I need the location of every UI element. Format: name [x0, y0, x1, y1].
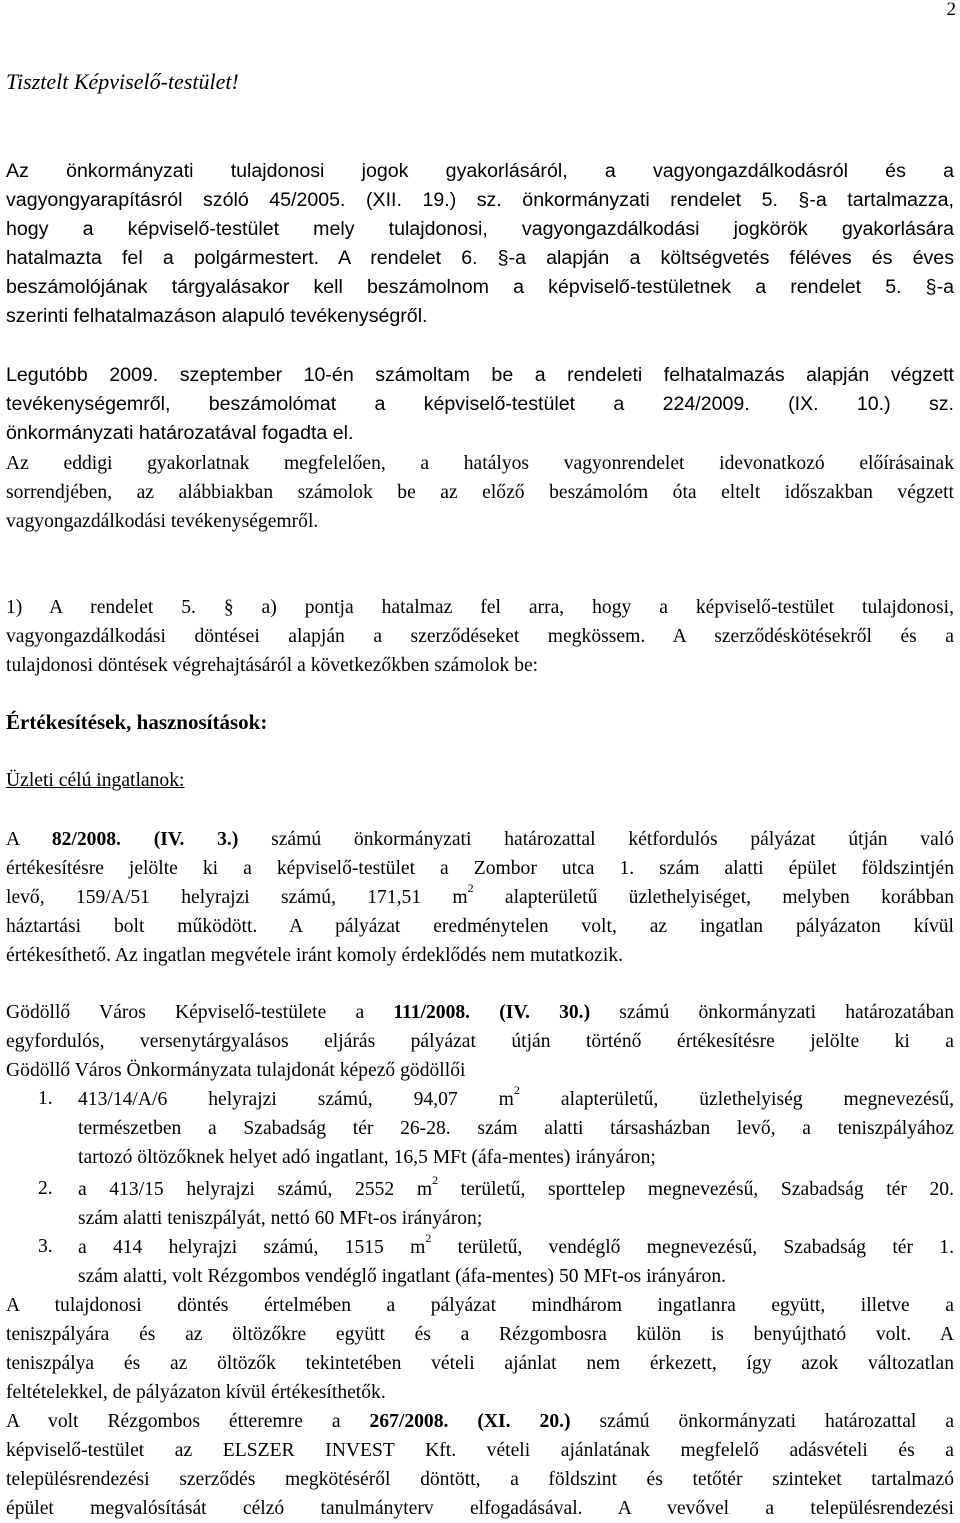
text-line: a 413/15 helyrajzi számú, 2552 $m^2$ területű, sporttelep megnevezésű, Szabadság tér 20. — [78, 1173, 954, 1200]
text-line: hatalmazta fel a polgármestert. A rendelet 6. §-a alapján a költségvetés féléves és éves — [6, 247, 954, 269]
section-title: Értékesítések, hasznosítások: — [6, 710, 268, 734]
list-number: 3. — [38, 1236, 53, 1257]
text-line: teniszpálya és az öltözők tekintetében vételi ajánlat nem érkezett, így azok változatlan — [6, 1353, 954, 1374]
text-line: feltételekkel, de pályázaton kívül értékesíthetők. — [6, 1382, 386, 1403]
practice-paragraph — [6, 449, 954, 536]
text-line: háztartási bolt működött. A pályázat eredménytelen volt, az ingatlan pályázaton kívül — [6, 916, 954, 937]
text-line: A volt Rézgombos étteremre a 267/2008. (XI. 20.) számú önkormányzati határozattal a — [6, 1411, 955, 1432]
text-line: szerinti felhatalmazáson alapuló tevékenységről. — [6, 305, 428, 327]
zombor-paragraph — [6, 825, 954, 970]
text-line: értékesíthető. Az ingatlan megvétele iránt komoly érdeklődés nem mutatkozik. — [6, 945, 624, 966]
page-greeting: Tisztelt Képviselő-testület! — [6, 69, 239, 94]
text-line: településrendezési szerződés megkötéséről döntött, a földszint és tetőtér szinteket tartalmazó — [6, 1469, 954, 1490]
resolution-number: 111/2008. (IV. 30.) — [393, 1002, 591, 1023]
resolution-number: 82/2008. (IV. 3.) — [51, 829, 239, 850]
decision-paragraph — [6, 1291, 954, 1407]
text-line: Az önkormányzati tulajdonosi jogok gyakorlásáról, a vagyongazdálkodásról és a — [6, 160, 954, 182]
text-line: vagyongyarapításról szóló 45/2005. (XII. 19.) sz. önkormányzati rendelet 5. §-a tartalmazza, — [6, 189, 954, 211]
subsection-title: Üzleti célú ingatlanok: — [6, 770, 185, 791]
text-line: 413/14/A/6 helyrajzi számú, 94,07 $m^2$ alapterületű, üzlethelyiség megnevezésű, — [78, 1083, 954, 1110]
text-line: sorrendjében, az alábbiakban számolok be az előző beszámolóm óta eltelt időszakban végzett — [6, 482, 954, 503]
page-number: 2 — [946, 0, 956, 20]
last-report-paragraph — [6, 361, 954, 448]
text-line: vagyongazdálkodási tevékenységemről. — [6, 511, 319, 532]
text-line: épület megvalósítását célzó tanulmányterv elfogadásával. A vevővel a településrendezési — [6, 1498, 954, 1519]
text-line: a 414 helyrajzi számú, 1515 $m^2$ területű, vendéglő megnevezésű, Szabadság tér 1. — [78, 1231, 954, 1258]
text-line: Az eddigi gyakorlatnak megfelelően, a hatályos vagyonrendelet idevonatkozó előírásainak — [6, 453, 954, 474]
text-line: szám alatti, volt Rézgombos vendéglő ingatlant (áfa-mentes) 50 MFt-os irányáron. — [78, 1266, 727, 1287]
point-1-paragraph — [6, 593, 954, 680]
text-line: beszámolójának tárgyalásakor kell beszámolnom a képviselő-testületnek a rendelet 5. §-a — [6, 276, 954, 298]
text-line: teniszpályára és az öltözőkre együtt és a Rézgombosra külön is benyújtható volt. A — [6, 1324, 954, 1345]
text-line: 1) A rendelet 5. § a) pontja hatalmaz fel arra, hogy a képviselő-testület tulajdonosi, — [6, 597, 954, 618]
intro-paragraph — [6, 157, 954, 331]
text-line: Gödöllő Város Önkormányzata tulajdonát képező gödöllői — [6, 1060, 466, 1081]
text-line: tevékenységemről, beszámolómat a képviselő-testület a 224/2009. (IX. 10.) sz. — [6, 393, 954, 415]
text-line: A 82/2008. (IV. 3.) számú önkormányzati határozattal kétfordulós pályázat útján való — [6, 829, 955, 850]
text-line: A tulajdonosi döntés értelmében a pályázat mindhárom ingatlanra együtt, illetve a — [6, 1295, 954, 1316]
text-line: Gödöllő Város Képviselő-testülete a 111/2008. (IV. 30.) számú önkormányzati határozatában — [6, 1002, 954, 1023]
text-line: értékesítésre jelölte ki a képviselő-testület a Zombor utca 1. szám alatti épület földszintjén — [6, 858, 954, 879]
text-line: tartozó öltözőknek helyet adó ingatlant, 16,5 MFt (áfa-mentes) irányáron; — [78, 1147, 656, 1168]
text-line: tulajdonosi döntések végrehajtásáról a következőkben számolok be: — [6, 655, 539, 676]
text-line: Legutóbb 2009. szeptember 10-én számoltam be a rendeleti felhatalmazás alapján végzett — [6, 364, 954, 386]
text-line: szám alatti teniszpályát, nettó 60 MFt-os irányáron; — [78, 1208, 483, 1229]
list-number: 2. — [38, 1178, 53, 1199]
rezgombos-paragraph — [6, 1407, 954, 1523]
godollo-paragraph — [6, 998, 954, 1085]
text-line: hogy a képviselő-testület mely tulajdonosi, vagyongazdálkodási jogkörök gyakorlására — [6, 218, 954, 240]
text-line: levő, 159/A/51 helyrajzi számú, 171,51 $m^2$ alapterületű üzlethelyiséget, melyben korábban — [6, 881, 954, 908]
text-line: vagyongazdálkodási döntései alapján a szerződéseket megkössem. A szerződéskötésekről és a — [6, 626, 954, 647]
resolution-number: 267/2008. (XI. 20.) — [369, 1411, 571, 1432]
text-line: egyfordulós, versenytárgyalásos eljárás pályázat útján történő értékesítésre jelölte ki a — [6, 1031, 954, 1052]
text-line: önkormányzati határozatával fogadta el. — [6, 422, 354, 444]
text-line: természetben a Szabadság tér 26-28. szám alatti társasházban levő, a teniszpályához — [78, 1118, 954, 1139]
text-line: képviselő-testület az ELSZER INVEST Kft. vételi ajánlatának megfelelő adásvételi és a — [6, 1440, 954, 1461]
list-number: 1. — [38, 1088, 53, 1109]
